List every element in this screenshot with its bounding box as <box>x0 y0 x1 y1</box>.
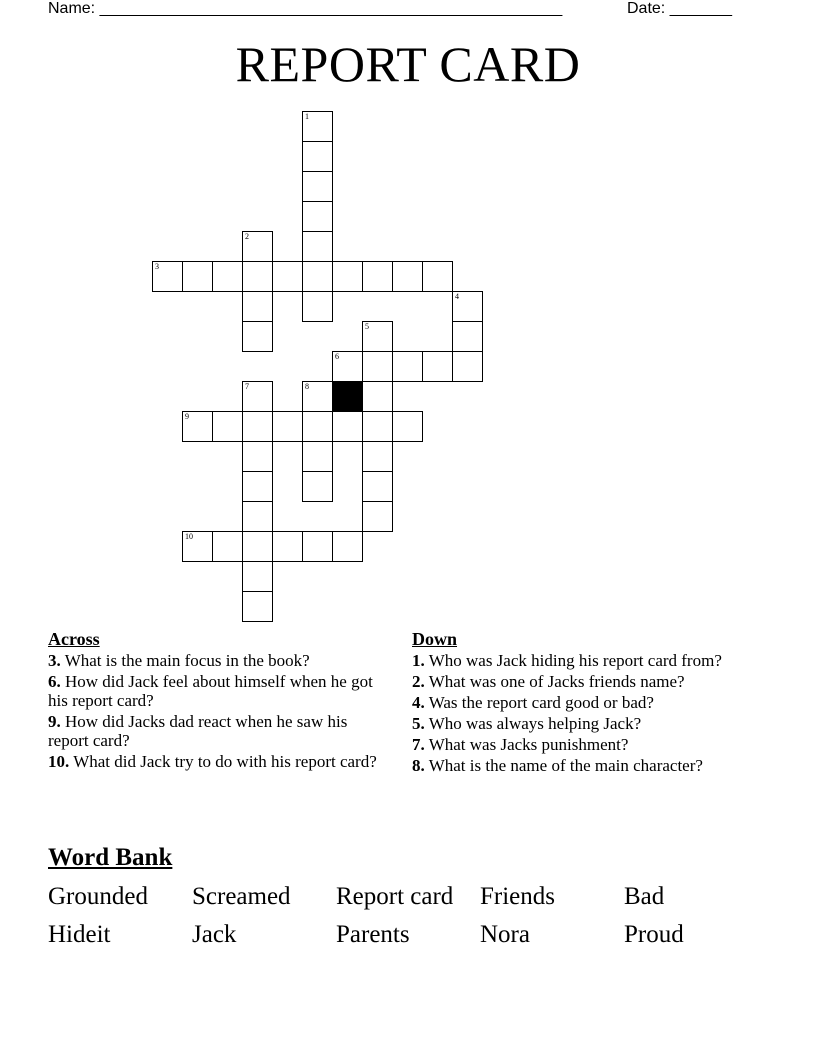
clue-across-6: 6. How did Jack feel about himself when he got his report card? <box>48 672 373 710</box>
clue-number: 9 <box>185 412 189 421</box>
crossword-cell[interactable] <box>242 381 273 412</box>
word-bank-item: Screamed <box>192 883 291 910</box>
crossword-cell[interactable] <box>272 531 303 562</box>
crossword-cell[interactable] <box>302 141 333 172</box>
crossword-cell[interactable] <box>182 411 213 442</box>
crossword-cell[interactable] <box>332 261 363 292</box>
clue-down-7: 7. What was Jacks punishment? <box>412 735 629 754</box>
clue-number: 2 <box>245 232 249 241</box>
crossword-cell[interactable] <box>212 411 243 442</box>
clue-number: 5 <box>365 322 369 331</box>
clue-across-10: 10. What did Jack try to do with his report card? <box>48 752 377 771</box>
crossword-cell[interactable] <box>302 291 333 322</box>
word-bank-item: Proud <box>624 921 684 948</box>
crossword-cell[interactable] <box>332 531 363 562</box>
name-field-label: Name: ____________________________________________________ <box>48 0 563 17</box>
crossword-cell[interactable] <box>452 291 483 322</box>
word-bank-item: Grounded <box>48 883 148 910</box>
crossword-cell[interactable] <box>302 471 333 502</box>
crossword-cell[interactable] <box>212 531 243 562</box>
crossword-cell[interactable] <box>302 411 333 442</box>
clue-number: 10 <box>185 532 193 541</box>
crossword-cell[interactable] <box>302 261 333 292</box>
crossword-cell[interactable] <box>362 261 393 292</box>
crossword-cell[interactable] <box>452 351 483 382</box>
crossword-cell[interactable] <box>302 201 333 232</box>
clue-down-2: 2. What was one of Jacks friends name? <box>412 672 685 691</box>
word-bank-item: Jack <box>192 921 237 948</box>
crossword-cell[interactable] <box>302 231 333 262</box>
crossword-cell[interactable] <box>242 531 273 562</box>
across-heading: Across <box>48 629 100 649</box>
date-field-label: Date: _______ <box>627 0 732 17</box>
crossword-cell[interactable] <box>242 561 273 592</box>
crossword-cell[interactable] <box>242 591 273 622</box>
crossword-cell[interactable] <box>362 471 393 502</box>
crossword-cell[interactable] <box>362 321 393 352</box>
clue-down-8: 8. What is the name of the main character? <box>412 756 703 775</box>
crossword-cell[interactable] <box>392 411 423 442</box>
crossword-cell[interactable] <box>422 351 453 382</box>
crossword-cell[interactable] <box>242 231 273 262</box>
down-clues <box>412 630 752 777</box>
word-bank-heading: Word Bank <box>48 844 173 871</box>
down-heading: Down <box>412 629 458 649</box>
crossword-cell[interactable] <box>362 441 393 472</box>
crossword-cell[interactable] <box>152 261 183 292</box>
crossword-cell[interactable] <box>392 261 423 292</box>
crossword-cell[interactable] <box>272 261 303 292</box>
clue-number: 4 <box>455 292 459 301</box>
crossword-cell[interactable] <box>302 171 333 202</box>
crossword-cell[interactable] <box>242 471 273 502</box>
clue-down-4: 4. Was the report card good or bad? <box>412 693 654 712</box>
crossword-cell[interactable] <box>182 531 213 562</box>
clue-across-3: 3. What is the main focus in the book? <box>48 651 310 670</box>
crossword-cell[interactable] <box>302 531 333 562</box>
crossword-cell[interactable] <box>242 411 273 442</box>
clue-number: 3 <box>155 262 159 271</box>
crossword-cell[interactable] <box>302 441 333 472</box>
crossword-cell[interactable] <box>242 501 273 532</box>
crossword-cell[interactable] <box>242 321 273 352</box>
clue-across-9: 9. How did Jacks dad react when he saw his report card? <box>48 712 348 750</box>
crossword-cell[interactable] <box>332 411 363 442</box>
word-bank-item: Nora <box>480 921 530 948</box>
clue-number: 8 <box>305 382 309 391</box>
crossword-cell[interactable] <box>242 291 273 322</box>
crossword-cell[interactable] <box>302 111 333 142</box>
clue-number: 6 <box>335 352 339 361</box>
crossword-cell[interactable] <box>182 261 213 292</box>
word-bank <box>48 882 768 950</box>
crossword-cell[interactable] <box>362 381 393 412</box>
crossword-cell[interactable] <box>362 411 393 442</box>
across-clues <box>48 630 388 773</box>
word-bank-item: Hideit <box>48 921 111 948</box>
crossword-black-square <box>332 381 363 412</box>
word-bank-item: Parents <box>336 921 410 948</box>
crossword-cell[interactable] <box>212 261 243 292</box>
word-bank-item: Bad <box>624 883 665 910</box>
clue-number: 7 <box>245 382 249 391</box>
page-title: REPORT CARD <box>235 36 581 92</box>
crossword-cell[interactable] <box>272 411 303 442</box>
word-bank-item: Friends <box>480 883 555 910</box>
crossword-cell[interactable] <box>452 321 483 352</box>
clue-down-5: 5. Who was always helping Jack? <box>412 714 642 733</box>
clue-number: 1 <box>305 112 309 121</box>
crossword-cell[interactable] <box>362 351 393 382</box>
crossword-cell[interactable] <box>242 261 273 292</box>
crossword-cell[interactable] <box>392 351 423 382</box>
crossword-cell[interactable] <box>332 351 363 382</box>
word-bank-item: Report card <box>336 883 454 910</box>
crossword-cell[interactable] <box>422 261 453 292</box>
crossword-cell[interactable] <box>302 381 333 412</box>
crossword-cell[interactable] <box>362 501 393 532</box>
crossword-cell[interactable] <box>242 441 273 472</box>
clue-down-1: 1. Who was Jack hiding his report card from? <box>412 651 722 670</box>
